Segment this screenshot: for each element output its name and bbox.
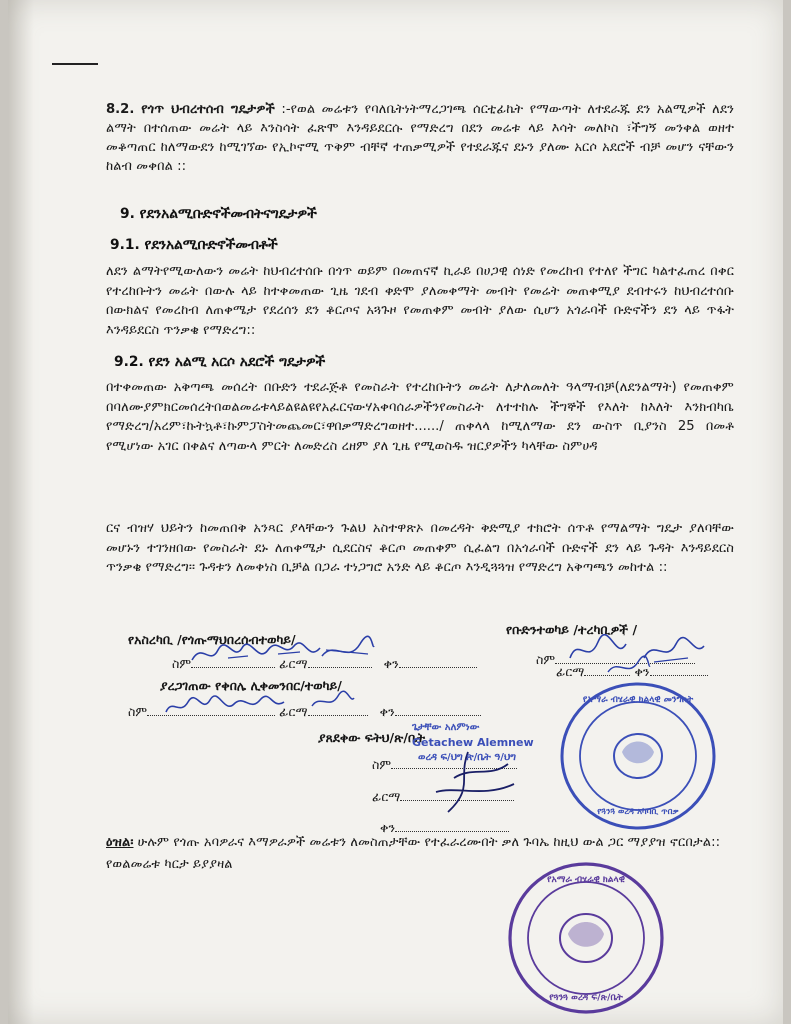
sign-label: ፊርማ [556,664,585,679]
appendix-text: ሁሉም የጎጡ አባዎራና እማዎራዎች መሬቱን ለመስጠታቸው የተፈራረሙበት ቃለ ጉባኤ ከዚህ ውል ጋር ማያያዝ ኖርበታል:: የወልመሬቱ ካርታ ይያያዛል [106,835,721,872]
stamp-bottom-outer-text: የአማራ ብሄራዊ ክልላዊ [547,875,625,885]
name-label: ስም [536,652,556,667]
handwritten-name-signature-2 [162,690,292,720]
section-9-1-heading: 9.1. የደንአልሚቡድኖችመብቶች [110,237,278,253]
document-page [8,0,783,1024]
kebele-chair-label: ያረጋገጠው የቀበሌ ሊቀመንበር/ተወካይ/ [160,678,342,693]
section-9-2-heading: 9.2. የደን አልሚ አርሶ አደሮች ግዴታዎች [114,354,326,370]
justice-office-label: ያጸደቀው ፍትህ/ጽ/ቤት [318,730,426,745]
date-field-line [395,821,509,832]
date-label: ቀን [383,656,399,671]
group-representative-label: የቡድንተወካይ /ተረካቢዎች / [506,622,638,637]
handover-party-label: የአስረካቢ /የጎጡማህበረሰብተወካይ/ [128,632,296,647]
section-8-2-paragraph [106,100,734,176]
date-field-line [399,657,477,668]
appendix-lead: ዕዝል፡ [106,835,134,850]
date-label: ቀን [634,664,650,679]
sign-label: ፊርማ [279,656,308,671]
section-9-1-paragraph: ለደን ልማትየሚውለውን መሬት ከህብረተሰቡ በጎጥ ወይም በመጠናኛ ኪራይ በሀጋዊ ሰነድ የመረከብ የተለየ ችግር ካልተፈጠረ በቀር የተረከቡትን መሬት በውሉ ላይ ከተቀመጠው ጊዜ ገደብ ቀድሞ ያለመቀማት መብት የመሬት መጠቀሚያ ደብተሩን ከህብረተሰቡ በውክልና የመረከብ ለጠቀሜታ የደረሰን ደን ቆርጦና አጓጉዞ የመጠቀም መብት ያለው ሲሆን አጎራባች ቡድኖችን ደን ላይ ጥፋት እንዳይደርስ ጥንቃቄ የማድረግ:: [106,264,734,338]
witness-stamp-name-english: Getachew Alemnew [412,736,534,749]
name-label: ስም [172,656,192,671]
top-margin-mark [52,63,98,65]
section-8-2-lead: 8.2. የጎጥ ህብረተሰብ ግዴታዎች [106,102,275,117]
date-label: ቀን [380,820,396,835]
handwritten-mark-1 [318,636,378,666]
section-9-heading: 9. የደንአልሚቡድኖችመብትናግዴታዎች [120,206,317,222]
section-8-2-text: :-የወል መሬቱን የባለቤትነትማረጋገጫ ሰርቲፊኬት የማውጣት ለተደራጁ ደን አልሚዎች ለደን ልማት በተሰጠው መሬት ላይ እንስሳት ፈጽሞ እንዳይደርሱ የማድረግ በደን መሬቱ ላይ እሳት መለኮስ ፣ችግኝ መንቀል ወዘተ መቆጣጠር ከለማውደን ከሚገኘው የኢኮኖሚ ጥቅም ብቸኛ ተጠቃሚዎች የተደራጁና ደኑን ያለሙ አርሶ አደሮች ብቻ መሆን ናቸውን ከልብ መቀበል :: [106,102,735,174]
sign-label: ፊርማ [279,704,308,719]
stamp-right-inner-text: የጓንጓ ወረዳ አካባቢ ጥበቃ [597,807,679,817]
handwritten-mark-2 [308,688,358,714]
witness-stamp-name-amharic: ጌታቸው አለምነው [412,722,480,733]
name-label: ስም [128,704,148,719]
round-stamp-bottom [504,852,674,1022]
round-stamp-right [556,676,726,836]
witness-stamp-office: ወረዳ ፍ/ህግ ጽ/ቤት ዓ/ህግ [418,752,517,763]
stamp-bottom-inner-text: የጓንጓ ወረዳ ፍ/ጽ/ቤት [549,993,623,1003]
sign-label: ፊርማ [372,789,401,804]
section-9-2-paragraph-2: ርና ብዝሃ ህይትን ከመጠበቅ አንጻር ያላቸውን ጉልህ አስተዋጽኦ በመረዳት ቅድሚያ ተክሮት ሰጥቶ የማልማት ግዴታ ያለባቸው መሆኑን ተገንዘበው የመስራት ደኑ ለጠቀሜታ ሲደርስና ቆርጦ መጠቀም ሲፈልግ በአጎራባች ቡድኖች ደን ላይ ጉዳት እንዳይደርስ ጥንቃቄ የማድረግ፡፡ ጉዳቱን ለመቀነስ ቢቻል በጋራ ተነጋግሮ አንድ ላይ ቆርጦ እንዲጓጓዝ የማድረግ አቅጣጫን መከተል :: [106,521,734,576]
stamp-right-outer-text: የአማራ ብሄራዊ ክልላዊ መንግስት [582,695,694,705]
page-edge-shadow [8,0,34,1024]
date-label: ቀን [379,704,395,719]
date-field-line [395,705,481,716]
name-label: ስም [372,757,392,772]
section-9-2-paragraph-1: በተቀመጠው አቅጣጫ መሰረት በቡድን ተደራጅቶ የመስራት የተረከቡትን መሬት ለታለመለት ዓላማብቻ(ለደንልማት) የመጠቀም በባለሙያምክርመሰረትበወልመሬቱላይልዩልዩየአፈርናውሃአቀባሰራዎችንየመስራት ለተተከሉ ችግኞች የእለት ከእለት እንክብካቤ የማድረግ/አረም፣ኩትኳቶ፣ኩምፓስትመጨመር፣ዋበቃማድረግወዘተ....../ ጠቀላላ ከሚለማው ደን ውስጥ ቢያንስ 25 በመቶ የሚሆነው አገር በቀልና ለጣውላ ምርት ለመድረስ ረዘም ያለ ጊዜ የሚወስዱ ዝርያዎችን ካላቸው ስምሀዳ [106,380,734,454]
